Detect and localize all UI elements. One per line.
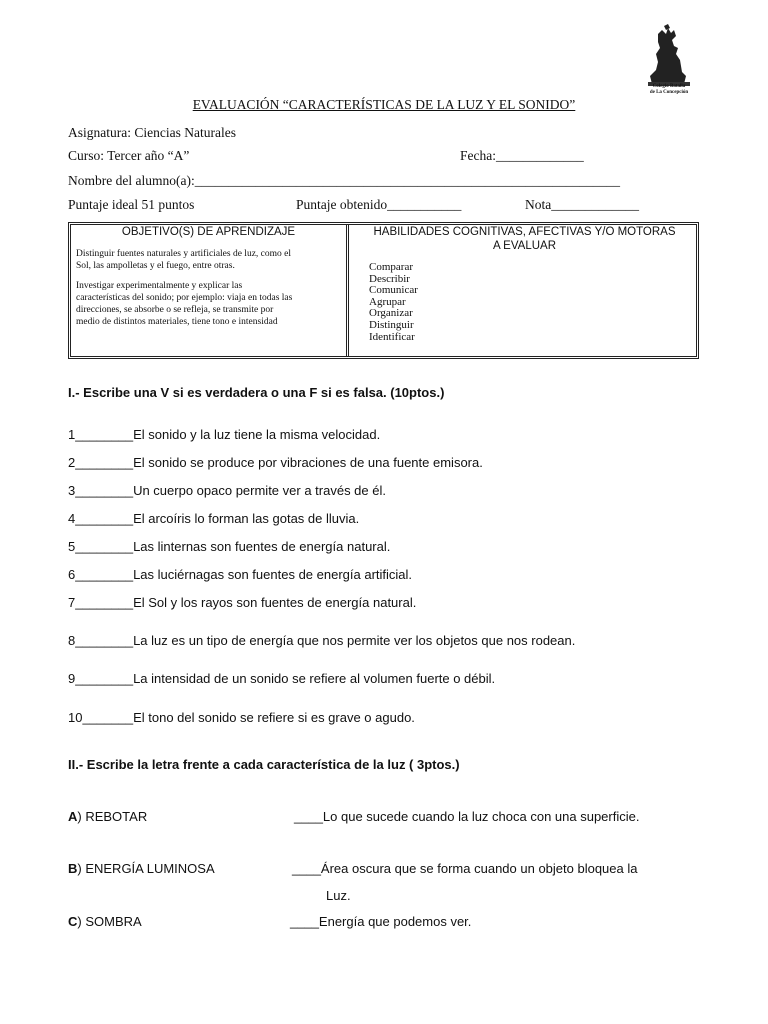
term-letter: B xyxy=(68,861,78,876)
term-label: ) SOMBRA xyxy=(77,914,142,929)
objective-1-line: Sol, las ampolletas y el fuego, entre otras. xyxy=(76,261,235,271)
true-false-item-9[interactable]: 9________La intensidad de un sonido se refiere al volumen fuerte o débil. xyxy=(68,671,496,686)
skill-item: Comunicar xyxy=(369,284,418,297)
objectives-table xyxy=(68,222,699,359)
true-false-item-3[interactable]: 3________Un cuerpo opaco permite ver a través de él. xyxy=(68,483,386,498)
true-false-item-7[interactable]: 7________El Sol y los rayos son fuentes de energía natural. xyxy=(68,595,417,610)
objective-2-line: direcciones, se absorbe o se refleja, se transmite por xyxy=(76,305,274,315)
true-false-item-8[interactable]: 8________La luz es un tipo de energía que nos permite ver los objetos que nos rodean. xyxy=(68,633,576,648)
true-false-item-10[interactable]: 10_______El tono del sonido se refiere si es grave o agudo. xyxy=(68,710,415,725)
term-label: ) REBOTAR xyxy=(77,809,148,824)
true-false-item-5[interactable]: 5________Las linternas son fuentes de energía natural. xyxy=(68,539,391,554)
definition-1[interactable]: ____Lo que sucede cuando la luz choca con una superficie. xyxy=(294,809,640,824)
definition-2-continuation: Luz. xyxy=(326,888,351,903)
term-b xyxy=(68,861,215,876)
page-title: EVALUACIÓN “CARACTERÍSTICAS DE LA LUZ Y EL SONIDO” xyxy=(192,97,576,112)
term-c xyxy=(68,914,142,929)
skill-item: Agrupar xyxy=(369,295,406,308)
objective-1 xyxy=(76,248,291,272)
logo-caption-line1: Colegio Batalla xyxy=(652,84,686,89)
objective-2-line: características del sonido; por ejemplo: viaja en todas las xyxy=(76,293,293,303)
skill-item: Distinguir xyxy=(369,318,414,331)
subject-label: Asignatura: Ciencias Naturales xyxy=(68,125,236,140)
table-divider xyxy=(346,225,349,356)
section-2-title: II.- Escribe la letra frente a cada característica de la luz ( 3ptos.) xyxy=(68,757,460,772)
course-label: Curso: Tercer año “A” xyxy=(68,148,190,163)
objective-2-line: medio de distintos materiales, tiene tono e intensidad xyxy=(76,317,278,327)
term-a xyxy=(68,809,147,824)
skills-header-line2: A EVALUAR xyxy=(492,240,557,252)
student-name-field[interactable]: Nombre del alumno(a):_______________________________________________________________ xyxy=(68,173,620,188)
skill-item: Identificar xyxy=(369,330,415,343)
skill-item: Organizar xyxy=(369,307,413,320)
date-field[interactable]: Fecha:_____________ xyxy=(460,148,584,163)
term-label: ) ENERGÍA LUMINOSA xyxy=(77,861,215,876)
skills-header-line1: HABILIDADES COGNITIVAS, AFECTIVAS Y/O MOTORAS xyxy=(373,226,676,238)
true-false-item-2[interactable]: 2________El sonido se produce por vibraciones de una fuente emisora. xyxy=(68,455,483,470)
objectives-header: OBJETIVO(S) DE APRENDIZAJE xyxy=(121,226,296,238)
obtained-score-field[interactable]: Puntaje obtenido___________ xyxy=(296,197,462,212)
skill-item: Comparar xyxy=(369,261,413,273)
true-false-item-4[interactable]: 4________El arcoíris lo forman las gotas de lluvia. xyxy=(68,511,360,526)
skills-list xyxy=(369,262,418,343)
logo-caption xyxy=(632,84,706,96)
skill-item: Describir xyxy=(369,272,410,285)
term-letter: A xyxy=(68,809,78,824)
true-false-item-6[interactable]: 6________Las luciérnagas son fuentes de energía artificial. xyxy=(68,567,413,582)
definition-3[interactable]: ____Energía que podemos ver. xyxy=(290,914,472,929)
true-false-item-1[interactable]: 1________El sonido y la luz tiene la misma velocidad. xyxy=(68,427,381,442)
definition-2[interactable]: ____Área oscura que se forma cuando un objeto bloquea la xyxy=(292,861,638,876)
skills-header xyxy=(351,225,698,253)
grade-field[interactable]: Nota_____________ xyxy=(525,197,639,212)
term-letter: C xyxy=(68,914,78,929)
objective-2 xyxy=(76,280,292,328)
objective-2-line: Investigar experimentalmente y explicar las xyxy=(76,281,243,291)
objective-1-line: Distinguir fuentes naturales y artificiales de luz, como el xyxy=(76,249,291,259)
section-1-title: I.- Escribe una V si es verdadera o una F si es falsa. (10ptos.) xyxy=(68,385,445,400)
ideal-score-label: Puntaje ideal 51 puntos xyxy=(68,197,195,212)
logo-caption-line2: de La Concepción xyxy=(649,90,689,95)
